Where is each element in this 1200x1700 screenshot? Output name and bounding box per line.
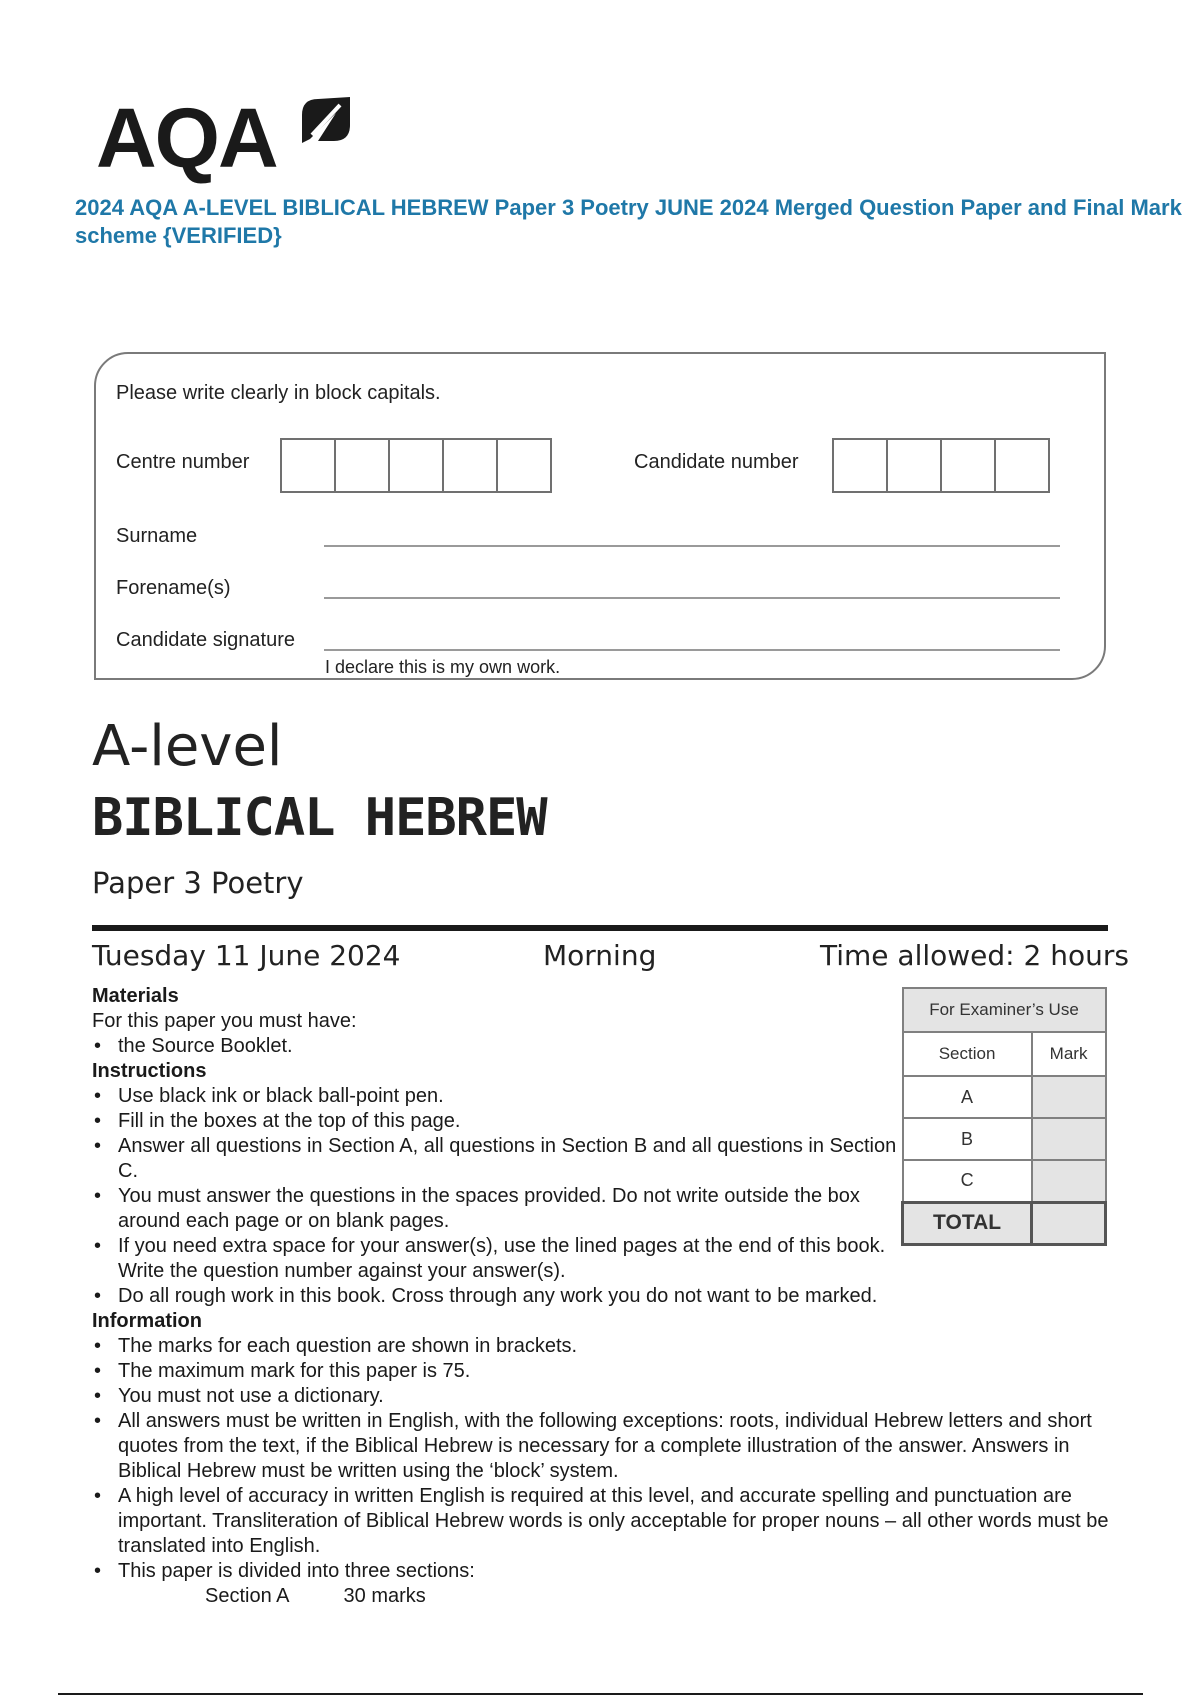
materials-heading: Materials bbox=[92, 985, 179, 1007]
instructions-heading: Instructions bbox=[92, 1060, 207, 1082]
exam-date: Tuesday 11 June 2024 bbox=[92, 939, 401, 972]
centre-number-digit-box[interactable] bbox=[442, 438, 498, 493]
centre-number-boxes[interactable] bbox=[280, 438, 550, 493]
list-item: • A high level of accuracy in written English is required at this level, and accurate spelling and punctuation are important. Transliteration of Biblical Hebrew words is only acceptable for proper nouns – all other words must be translated into English. bbox=[92, 1484, 1118, 1559]
list-item: • You must not use a dictionary. bbox=[92, 1384, 1122, 1409]
aqa-logo bbox=[96, 88, 366, 188]
qualification-level: A-level bbox=[92, 714, 283, 779]
section-name: Section A bbox=[205, 1585, 289, 1607]
title-divider bbox=[92, 925, 1108, 931]
signature-label: Candidate signature bbox=[116, 629, 296, 651]
list-item: • Answer all questions in Section A, all questions in Section B and all questions in Section C. bbox=[92, 1134, 908, 1184]
subject-title: BIBLICAL HEBREW bbox=[92, 788, 547, 848]
candidate-number-digit-box[interactable] bbox=[832, 438, 888, 493]
candidate-number-digit-box[interactable] bbox=[886, 438, 942, 493]
aqa-leaf-icon bbox=[296, 93, 354, 147]
candidate-number-digit-box[interactable] bbox=[994, 438, 1050, 493]
examiner-table-title: For Examiner’s Use bbox=[903, 988, 1106, 1032]
list-item: • the Source Booklet. bbox=[92, 1034, 1122, 1059]
list-item: • Fill in the boxes at the top of this page. bbox=[92, 1109, 908, 1134]
exam-instructions-body bbox=[92, 984, 1122, 1609]
examiner-total-label: TOTAL bbox=[903, 1202, 1032, 1244]
candidate-number-boxes[interactable] bbox=[832, 438, 1048, 493]
instructions-list bbox=[92, 1084, 1122, 1309]
materials-list bbox=[92, 1034, 1122, 1059]
surname-line[interactable] bbox=[324, 545, 1060, 547]
section-marks: 30 marks bbox=[343, 1585, 426, 1607]
document-header-title: 2024 AQA A-LEVEL BIBLICAL HEBREW Paper 3 Poetry JUNE 2024 Merged Question Paper and Final Mark scheme {VERIFIED} bbox=[75, 195, 1182, 248]
centre-number-digit-box[interactable] bbox=[496, 438, 552, 493]
examiner-col-mark: Mark bbox=[1032, 1032, 1106, 1076]
list-item: • The marks for each question are shown in brackets. bbox=[92, 1334, 1122, 1359]
time-allowed: Time allowed: 2 hours bbox=[820, 939, 1129, 972]
information-heading: Information bbox=[92, 1310, 202, 1332]
centre-number-digit-box[interactable] bbox=[280, 438, 336, 493]
logo-text: AQA bbox=[96, 91, 277, 185]
list-item: • The maximum mark for this paper is 75. bbox=[92, 1359, 1122, 1384]
materials-intro: For this paper you must have: bbox=[92, 1010, 357, 1032]
declaration-text: I declare this is my own work. bbox=[325, 657, 561, 677]
candidate-number-digit-box[interactable] bbox=[940, 438, 996, 493]
list-item: • You must answer the questions in the spaces provided. Do not write outside the box around each page or on blank pages. bbox=[92, 1184, 908, 1234]
list-item: • Do all rough work in this book. Cross through any work you do not want to be marked. bbox=[92, 1284, 1122, 1309]
list-item: • If you need extra space for your answer(s), use the lined pages at the end of this book. Write the question number against your answer(s). bbox=[92, 1234, 908, 1284]
examiner-col-section: Section bbox=[903, 1032, 1032, 1076]
block-capitals-instruction: Please write clearly in block capitals. bbox=[116, 382, 441, 404]
list-item: • Use black ink or black ball-point pen. bbox=[92, 1084, 908, 1109]
exam-session: Morning bbox=[543, 939, 657, 972]
page-bottom-rule bbox=[58, 1693, 1143, 1695]
examiner-row-section: B bbox=[903, 1118, 1032, 1160]
section-marks-line bbox=[92, 1584, 1122, 1609]
candidate-number-label: Candidate number bbox=[634, 451, 799, 473]
information-list bbox=[92, 1334, 1122, 1584]
centre-number-digit-box[interactable] bbox=[334, 438, 390, 493]
forenames-line[interactable] bbox=[324, 597, 1060, 599]
list-item: • This paper is divided into three sections: bbox=[92, 1559, 1122, 1584]
centre-number-label: Centre number bbox=[116, 451, 250, 473]
examiner-row-section: C bbox=[903, 1160, 1032, 1202]
signature-line[interactable] bbox=[324, 649, 1060, 651]
list-item: • All answers must be written in English, with the following exceptions: roots, individual Hebrew letters and short quotes from the text, if the Biblical Hebrew is necessary for a complete illustration of the answer. Answers in Biblical Hebrew must be written using the ‘block’ system. bbox=[92, 1409, 1118, 1484]
centre-number-digit-box[interactable] bbox=[388, 438, 444, 493]
forenames-label: Forename(s) bbox=[116, 577, 231, 599]
surname-label: Surname bbox=[116, 525, 198, 547]
examiner-row-section: A bbox=[903, 1076, 1032, 1118]
paper-title: Paper 3 Poetry bbox=[92, 866, 304, 900]
